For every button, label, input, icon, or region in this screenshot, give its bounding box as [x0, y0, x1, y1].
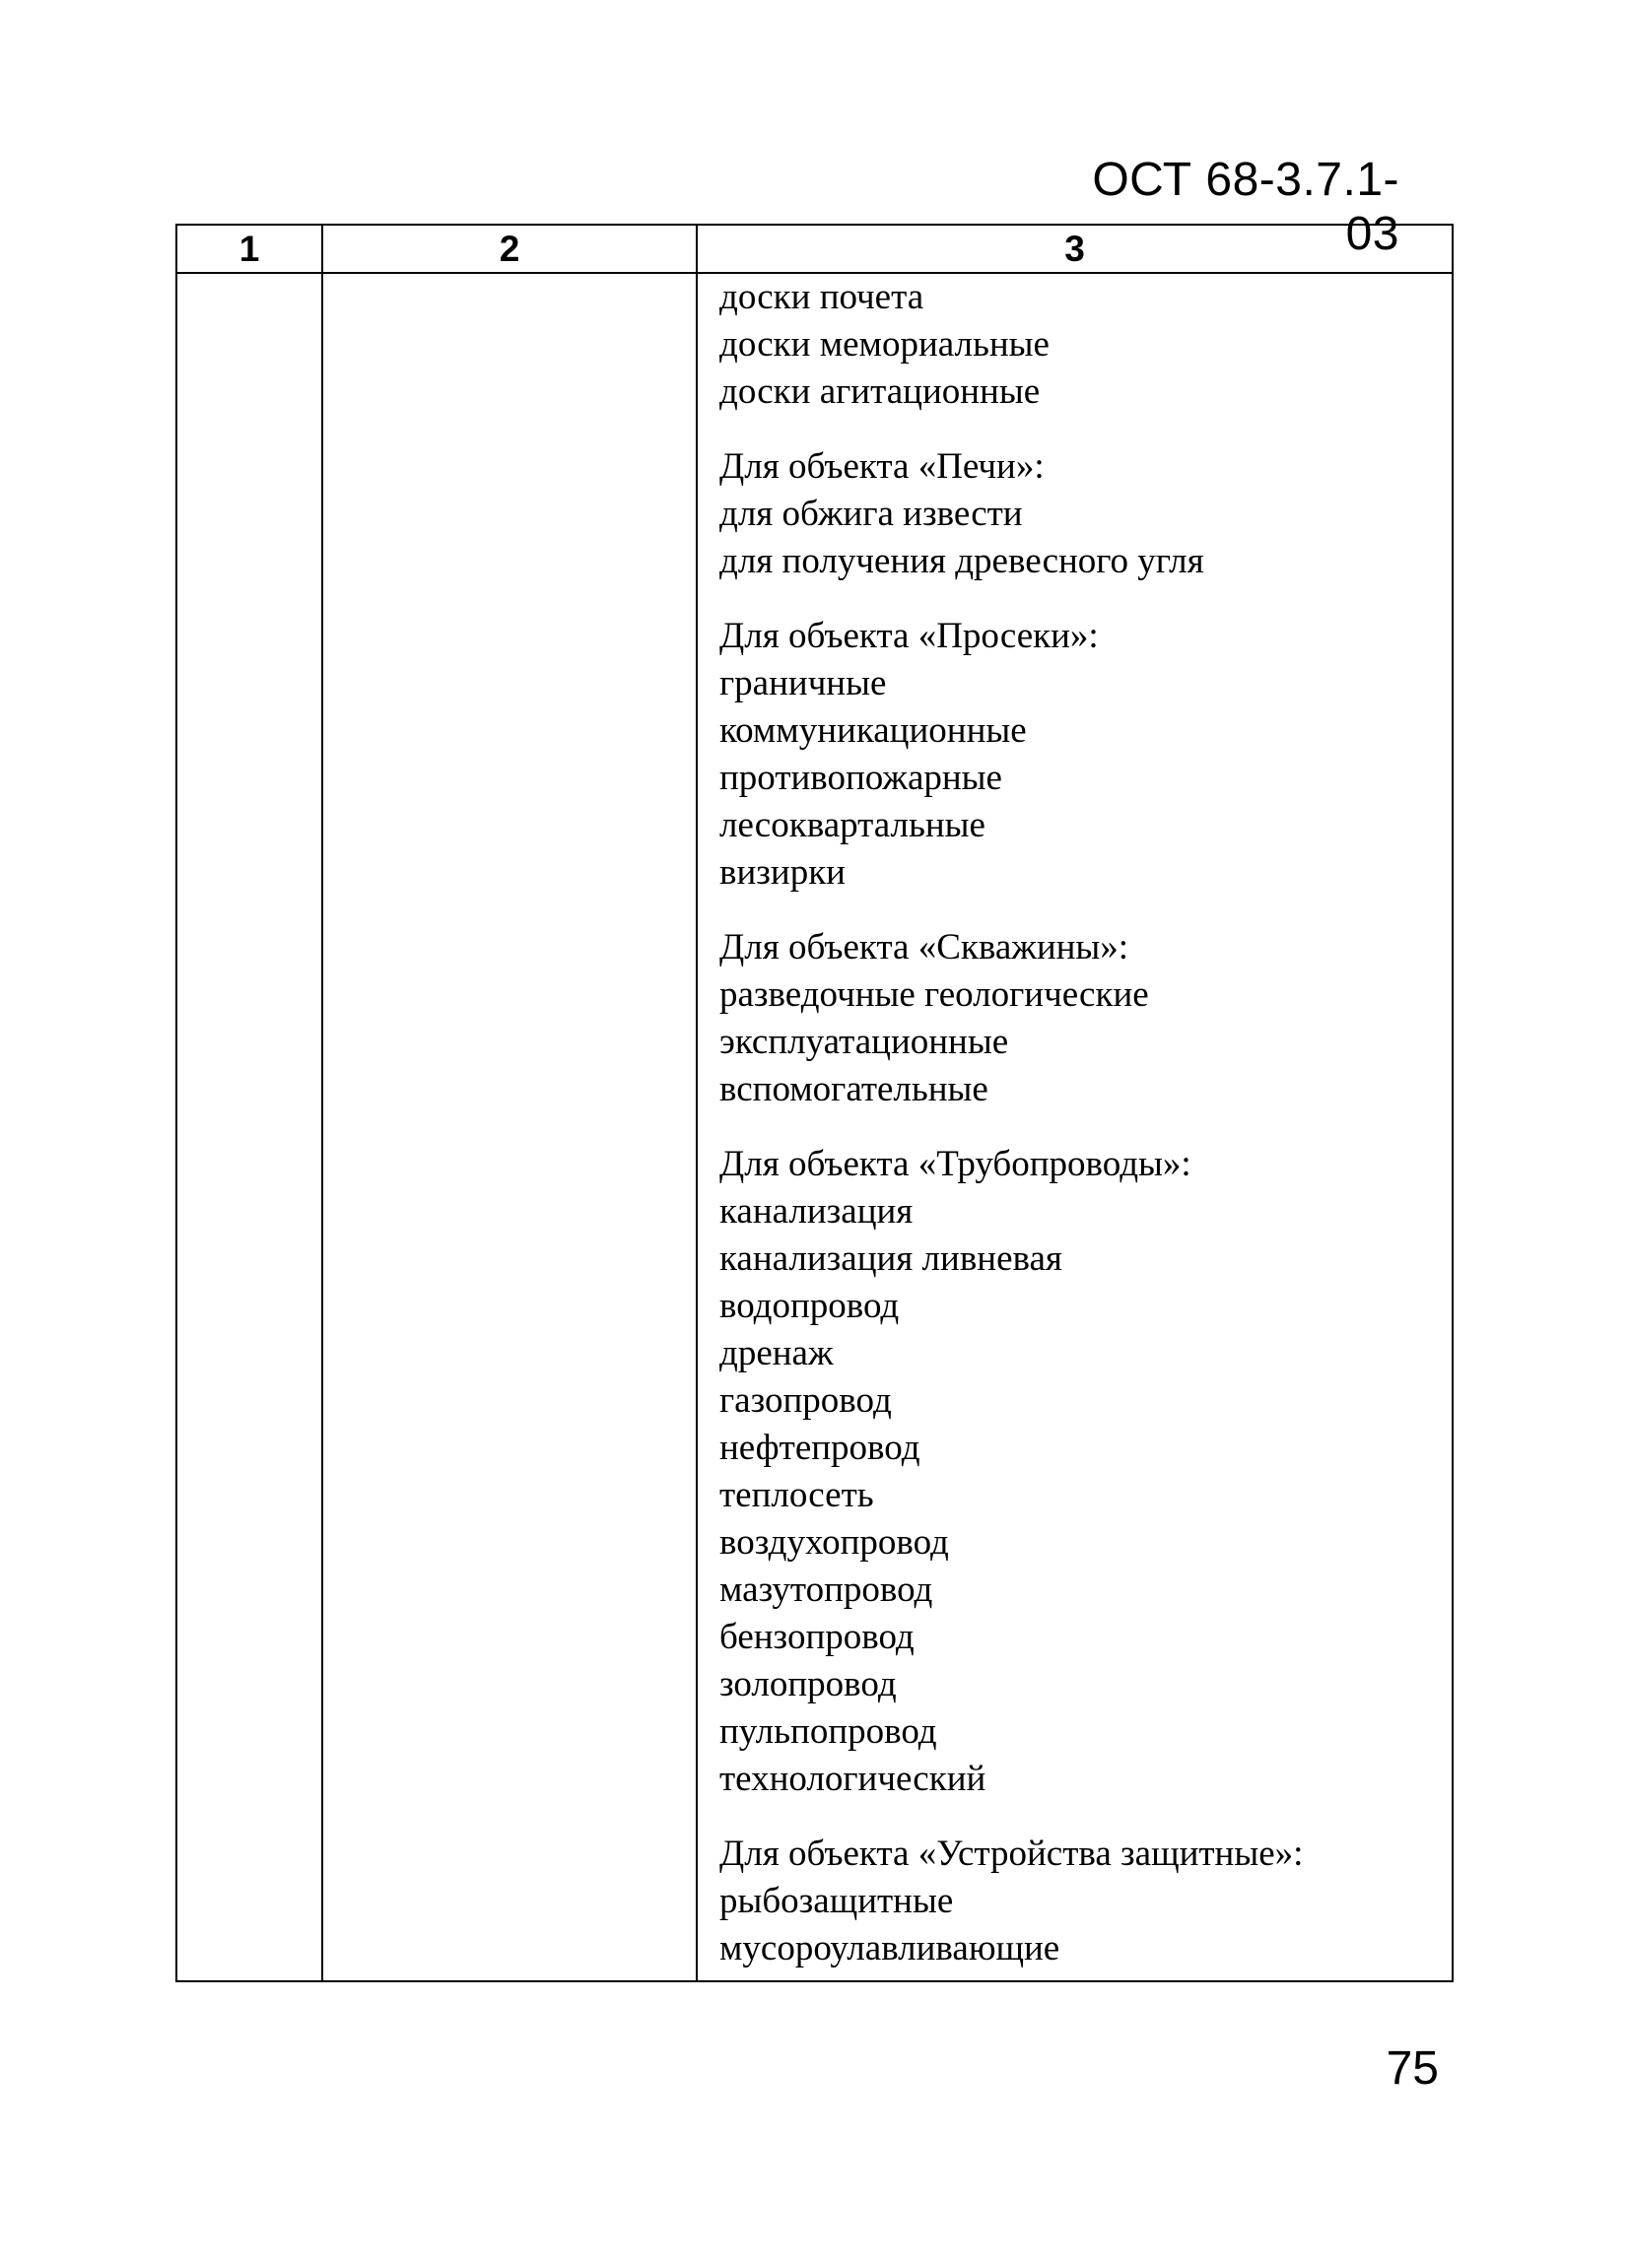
- list-item: Для объекта «Устройства защитные»:: [719, 1834, 1304, 1874]
- list-item: доски почета: [719, 277, 924, 317]
- object-groups-list: [719, 274, 1442, 1972]
- column-header-3: 3: [697, 225, 1453, 273]
- list-item: бензопровод: [719, 1617, 915, 1657]
- column-1-cell: [176, 273, 322, 1981]
- list-item: дренаж: [719, 1333, 834, 1373]
- list-item: газопровод: [719, 1380, 892, 1421]
- list-item: для обжига извести: [719, 494, 1023, 534]
- list-item: нефтепровод: [719, 1428, 920, 1468]
- list-item: Для объекта «Скважины»:: [719, 927, 1129, 967]
- object-group: [719, 1141, 1442, 1803]
- list-item: противопожарные: [719, 758, 1002, 798]
- list-item: теплосеть: [719, 1475, 874, 1515]
- list-item: лесоквартальные: [719, 805, 985, 845]
- object-group: [719, 1831, 1442, 1972]
- column-2-cell: [322, 273, 697, 1981]
- object-group: [719, 443, 1442, 585]
- page-number: 75: [1386, 2042, 1439, 2095]
- list-item: воздухопровод: [719, 1522, 949, 1563]
- object-group: [719, 274, 1442, 416]
- table-header-row: [176, 225, 1453, 273]
- list-item: для получения древесного угля: [719, 541, 1204, 581]
- document-code: ОСТ 68-3.7.1-03: [1092, 154, 1399, 260]
- list-item: мазутопровод: [719, 1569, 933, 1610]
- classification-table: [175, 224, 1454, 1982]
- column-header-1: 1: [176, 225, 322, 273]
- object-group: [719, 924, 1442, 1113]
- list-item: эксплуатационные: [719, 1022, 1009, 1062]
- list-item: рыбозащитные: [719, 1881, 954, 1921]
- object-group: [719, 613, 1442, 897]
- list-item: доски мемориальные: [719, 324, 1050, 365]
- list-item: вспомогательные: [719, 1069, 988, 1109]
- list-item: визирки: [719, 852, 846, 893]
- list-item: доски агитационные: [719, 371, 1041, 412]
- list-item: мусороулавливающие: [719, 1928, 1060, 1968]
- list-item: водопровод: [719, 1286, 900, 1326]
- table-row: [176, 273, 1453, 1981]
- column-3-cell: [697, 273, 1453, 1981]
- list-item: граничные: [719, 663, 887, 703]
- list-item: канализация ливневая: [719, 1238, 1062, 1279]
- list-item: канализация: [719, 1191, 914, 1232]
- list-item: разведочные геологические: [719, 974, 1149, 1015]
- list-item: пульпопровод: [719, 1711, 937, 1752]
- list-item: коммуникационные: [719, 710, 1027, 751]
- list-item: технологический: [719, 1759, 986, 1799]
- list-item: Для объекта «Печи»:: [719, 446, 1045, 487]
- column-header-2: 2: [322, 225, 697, 273]
- list-item: Для объекта «Трубопроводы»:: [719, 1144, 1191, 1184]
- list-item: Для объекта «Просеки»:: [719, 616, 1099, 656]
- list-item: золопровод: [719, 1664, 897, 1704]
